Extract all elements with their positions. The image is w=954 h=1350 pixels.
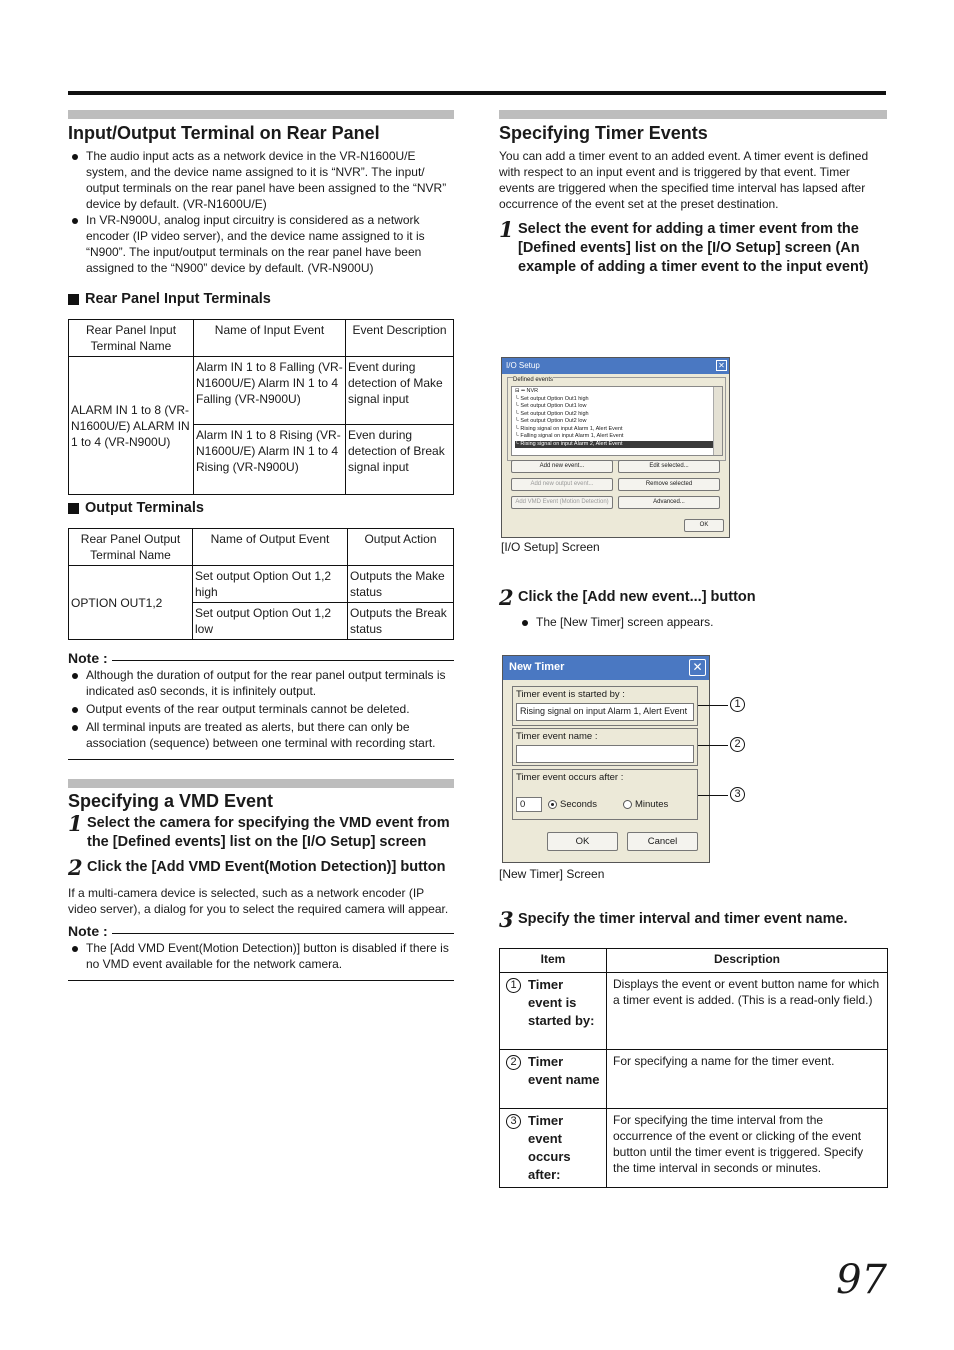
right-column [499,110,887,277]
table-header: Event Description [346,320,454,357]
list-item[interactable]: └ Set output Option Out2 high [515,410,589,417]
note-end-rule [68,980,454,981]
remove-selected-button[interactable]: Remove selected [618,478,720,491]
new-timer-caption: [New Timer] Screen [499,867,605,881]
timer-section-title: Specifying Timer Events [499,123,708,143]
timer-name-input[interactable] [516,745,694,763]
section-bar [68,779,454,788]
step-number: 3 [499,907,514,932]
table-cell: Outputs the Make status [348,566,454,603]
timer-intro: You can add a timer event to an added event. A timer event is defined with respect to an input event and is triggered by that event. Timer events are triggered when the specified time interval has lapsed after occurrence of the event set at the preset destination. [499,149,869,211]
io-setup-dialog [501,357,730,538]
table-header-row [69,320,454,357]
table-cell: Alarm IN 1 to 8 Rising (VR-N1600U/E) Alarm IN 1 to 4 Rising (VR-N900U) [194,425,346,495]
step-2: 2 Click the [Add VMD Event(Motion Detection)] button [68,855,446,880]
table-header-row [500,949,888,973]
table-cell: Set output Option Out 1,2 low [193,603,348,640]
defined-events-label: Defined events [513,377,554,383]
callout-leader [698,795,728,796]
vmd-body-text: If a multi-camera device is selected, such as a network encoder (IP video server), a dialog for you to select the required camera will appear. [68,886,449,916]
occurs-after-group [512,769,698,820]
table-cell: Set output Option Out 1,2 high [193,566,348,603]
list-item: In VR-N900U, analog input circuitry is considered as a network encoder (IP video server), and the device name assigned to it is “N900”. The input/output terminals on the rear panel have been assigned to the “N900” device by default. (VR-N900U) [68,212,454,276]
table-cell: ALARM IN 1 to 8 (VR-N1600U/E) ALARM IN 1 to 4 (VR-N900U) [69,357,194,495]
io-bullet-list [68,148,454,276]
dialog-titlebar [503,656,709,680]
table-row [500,1050,888,1109]
table-header: Item [500,949,607,973]
timer-name-label: Timer event name : [516,731,598,742]
cancel-button[interactable]: Cancel [627,832,698,851]
list-item[interactable]: └ Set output Option Out2 low [515,418,587,424]
step-number: 2 [499,585,514,610]
table-cell: Displays the event or event button name for which a timer event is added. (This is a read-only field.) [607,973,888,1050]
table-header: Output Action [348,529,454,566]
dialog-titlebar [502,358,729,374]
output-terminals-table [68,528,454,640]
item-number: 2 [506,1055,521,1070]
table-header: Rear Panel Input Terminal Name [69,320,194,357]
minutes-radio[interactable] [623,800,632,809]
list-item: Although the duration of output for the rear panel output terminals is indicated as0 seconds, it is infinitely output. [68,667,454,699]
started-by-label: Timer event is started by : [516,689,625,700]
list-item[interactable]: └ Falling signal on input Alarm 1, Alert Event [515,433,624,439]
note-list [68,940,454,980]
note-end-rule [68,759,454,760]
add-new-event-button[interactable]: Add new event... [511,460,613,473]
dialog-title: New Timer [509,661,565,673]
note-title: Note : [68,923,454,939]
step-number: 1 [68,811,83,836]
note-rule [112,660,454,661]
table-cell: 3 Timer event occurs after: [500,1109,607,1188]
list-item[interactable]: ⊟ •• NVR [515,388,539,394]
square-bullet-icon [68,503,79,514]
close-icon[interactable]: ✕ [689,659,706,676]
minutes-label: Minutes [634,799,669,810]
step-1: 1 Select the camera for specifying the VMD event from the [Defined events] list on the [I/O Setup] screen [68,811,450,850]
item-number: 1 [506,978,521,993]
table-row [69,566,454,603]
table-cell: 1 Timer event is started by: [500,973,607,1050]
page-number: 97 [836,1257,887,1303]
edit-selected-button[interactable]: Edit selected... [618,460,720,473]
table-cell: For specifying a name for the timer event. [607,1050,888,1109]
table-header: Description [607,949,888,973]
table-cell: Even during detection of Break signal input [346,425,454,495]
list-item[interactable]: └ Set output Option Out1 high [515,395,589,402]
table-cell: Outputs the Break status [348,603,454,640]
table-header: Rear Panel Output Terminal Name [69,529,193,566]
step-2-bullets [518,614,878,630]
square-bullet-icon [68,294,79,305]
started-by-field[interactable]: Rising signal on input Alarm 1, Alert Event [516,703,694,721]
callout-3: 3 [730,787,745,802]
advanced-button[interactable]: Advanced... [618,496,720,509]
list-item: Output events of the rear output terminals cannot be deleted. [68,701,454,717]
item-number: 3 [506,1114,521,1129]
input-terminals-heading: Rear Panel Input Terminals [68,291,454,307]
left-column [68,110,454,981]
defined-events-list[interactable] [511,386,723,456]
table-row [69,357,454,425]
timer-name-group [512,728,698,766]
section-bar [68,110,454,119]
top-rule [68,91,886,95]
dialog-title: I/O Setup [506,361,540,370]
table-header: Name of Output Event [193,529,348,566]
list-item-selected[interactable]: └ Rising signal on input Alarm 2, Alert Event [515,441,719,449]
callout-1: 1 [730,697,745,712]
callout-leader [698,705,728,706]
io-setup-caption: [I/O Setup] Screen [501,540,600,554]
table-row [500,973,888,1050]
table-header-row [69,529,454,566]
table-cell: For specifying the time interval from the occurrence of the event or clicking of the event button until the timer event is triggered. Specify the time interval in seconds or minutes. [607,1109,888,1188]
input-terminals-table [68,319,454,495]
section-bar [499,110,887,119]
step-number: 1 [499,217,514,242]
callout-2: 2 [730,737,745,752]
ok-button[interactable]: OK [547,832,618,851]
output-terminals-heading: Output Terminals [68,500,454,516]
note-rule [112,933,454,934]
table-cell: Alarm IN 1 to 8 Falling (VR-N1600U/E) Alarm IN 1 to 4 Falling (VR-N900U) [194,357,346,425]
close-icon[interactable]: ✕ [716,360,727,371]
callout-leader [698,745,728,746]
list-item: All terminal inputs are treated as alerts, but there can only be association (sequence) between one terminal with recording start. [68,719,454,751]
new-timer-dialog [502,655,710,863]
io-section-title: Input/Output Terminal on Rear Panel [68,123,380,143]
step-number: 2 [68,855,83,880]
step-2: 2 Click the [Add new event...] button [499,585,756,610]
list-item[interactable]: └ Set output Option Out1 low [515,403,587,409]
table-row [500,1109,888,1188]
interval-input[interactable]: 0 [516,797,542,812]
timer-items-table [499,948,888,1188]
step-3: 3 Specify the timer interval and timer event name. [499,907,848,932]
seconds-radio[interactable] [548,800,557,809]
note-list [68,667,454,759]
seconds-label: Seconds [560,799,597,810]
started-by-group [512,686,698,726]
add-output-event-button[interactable]: Add new output event... [511,478,613,491]
vmd-section-title: Specifying a VMD Event [68,791,274,811]
table-cell: OPTION OUT1,2 [69,566,193,640]
list-item[interactable]: └ Rising signal on input Alarm 1, Alert Event [515,425,623,432]
table-cell: 2 Timer event name [500,1050,607,1109]
note-title: Note : [68,650,454,666]
step-1: 1 Select the event for adding a timer event from the [Defined events] list on the [I/O Setup] screen (An example of adding a timer event to the input event) [499,217,869,275]
occurs-after-label: Timer event occurs after : [516,772,624,783]
list-item: The [New Timer] screen appears. [518,614,878,630]
add-vmd-event-button[interactable]: Add VMD Event (Motion Detection) [511,496,613,509]
list-item: The [Add VMD Event(Motion Detection)] button is disabled if there is no VMD event available for the network camera. [68,940,454,972]
list-item: The audio input acts as a network device in the VR-N1600U/E system, and the device name assigned to it is “NVR”. The input/ output terminals on the rear panel have been assigned to the “NVR” device by default. (VR-N1600U/E) [68,148,454,212]
table-header: Name of Input Event [194,320,346,357]
scrollbar[interactable] [713,387,722,455]
ok-button[interactable]: OK [684,519,724,532]
table-cell: Event during detection of Make signal input [346,357,454,425]
